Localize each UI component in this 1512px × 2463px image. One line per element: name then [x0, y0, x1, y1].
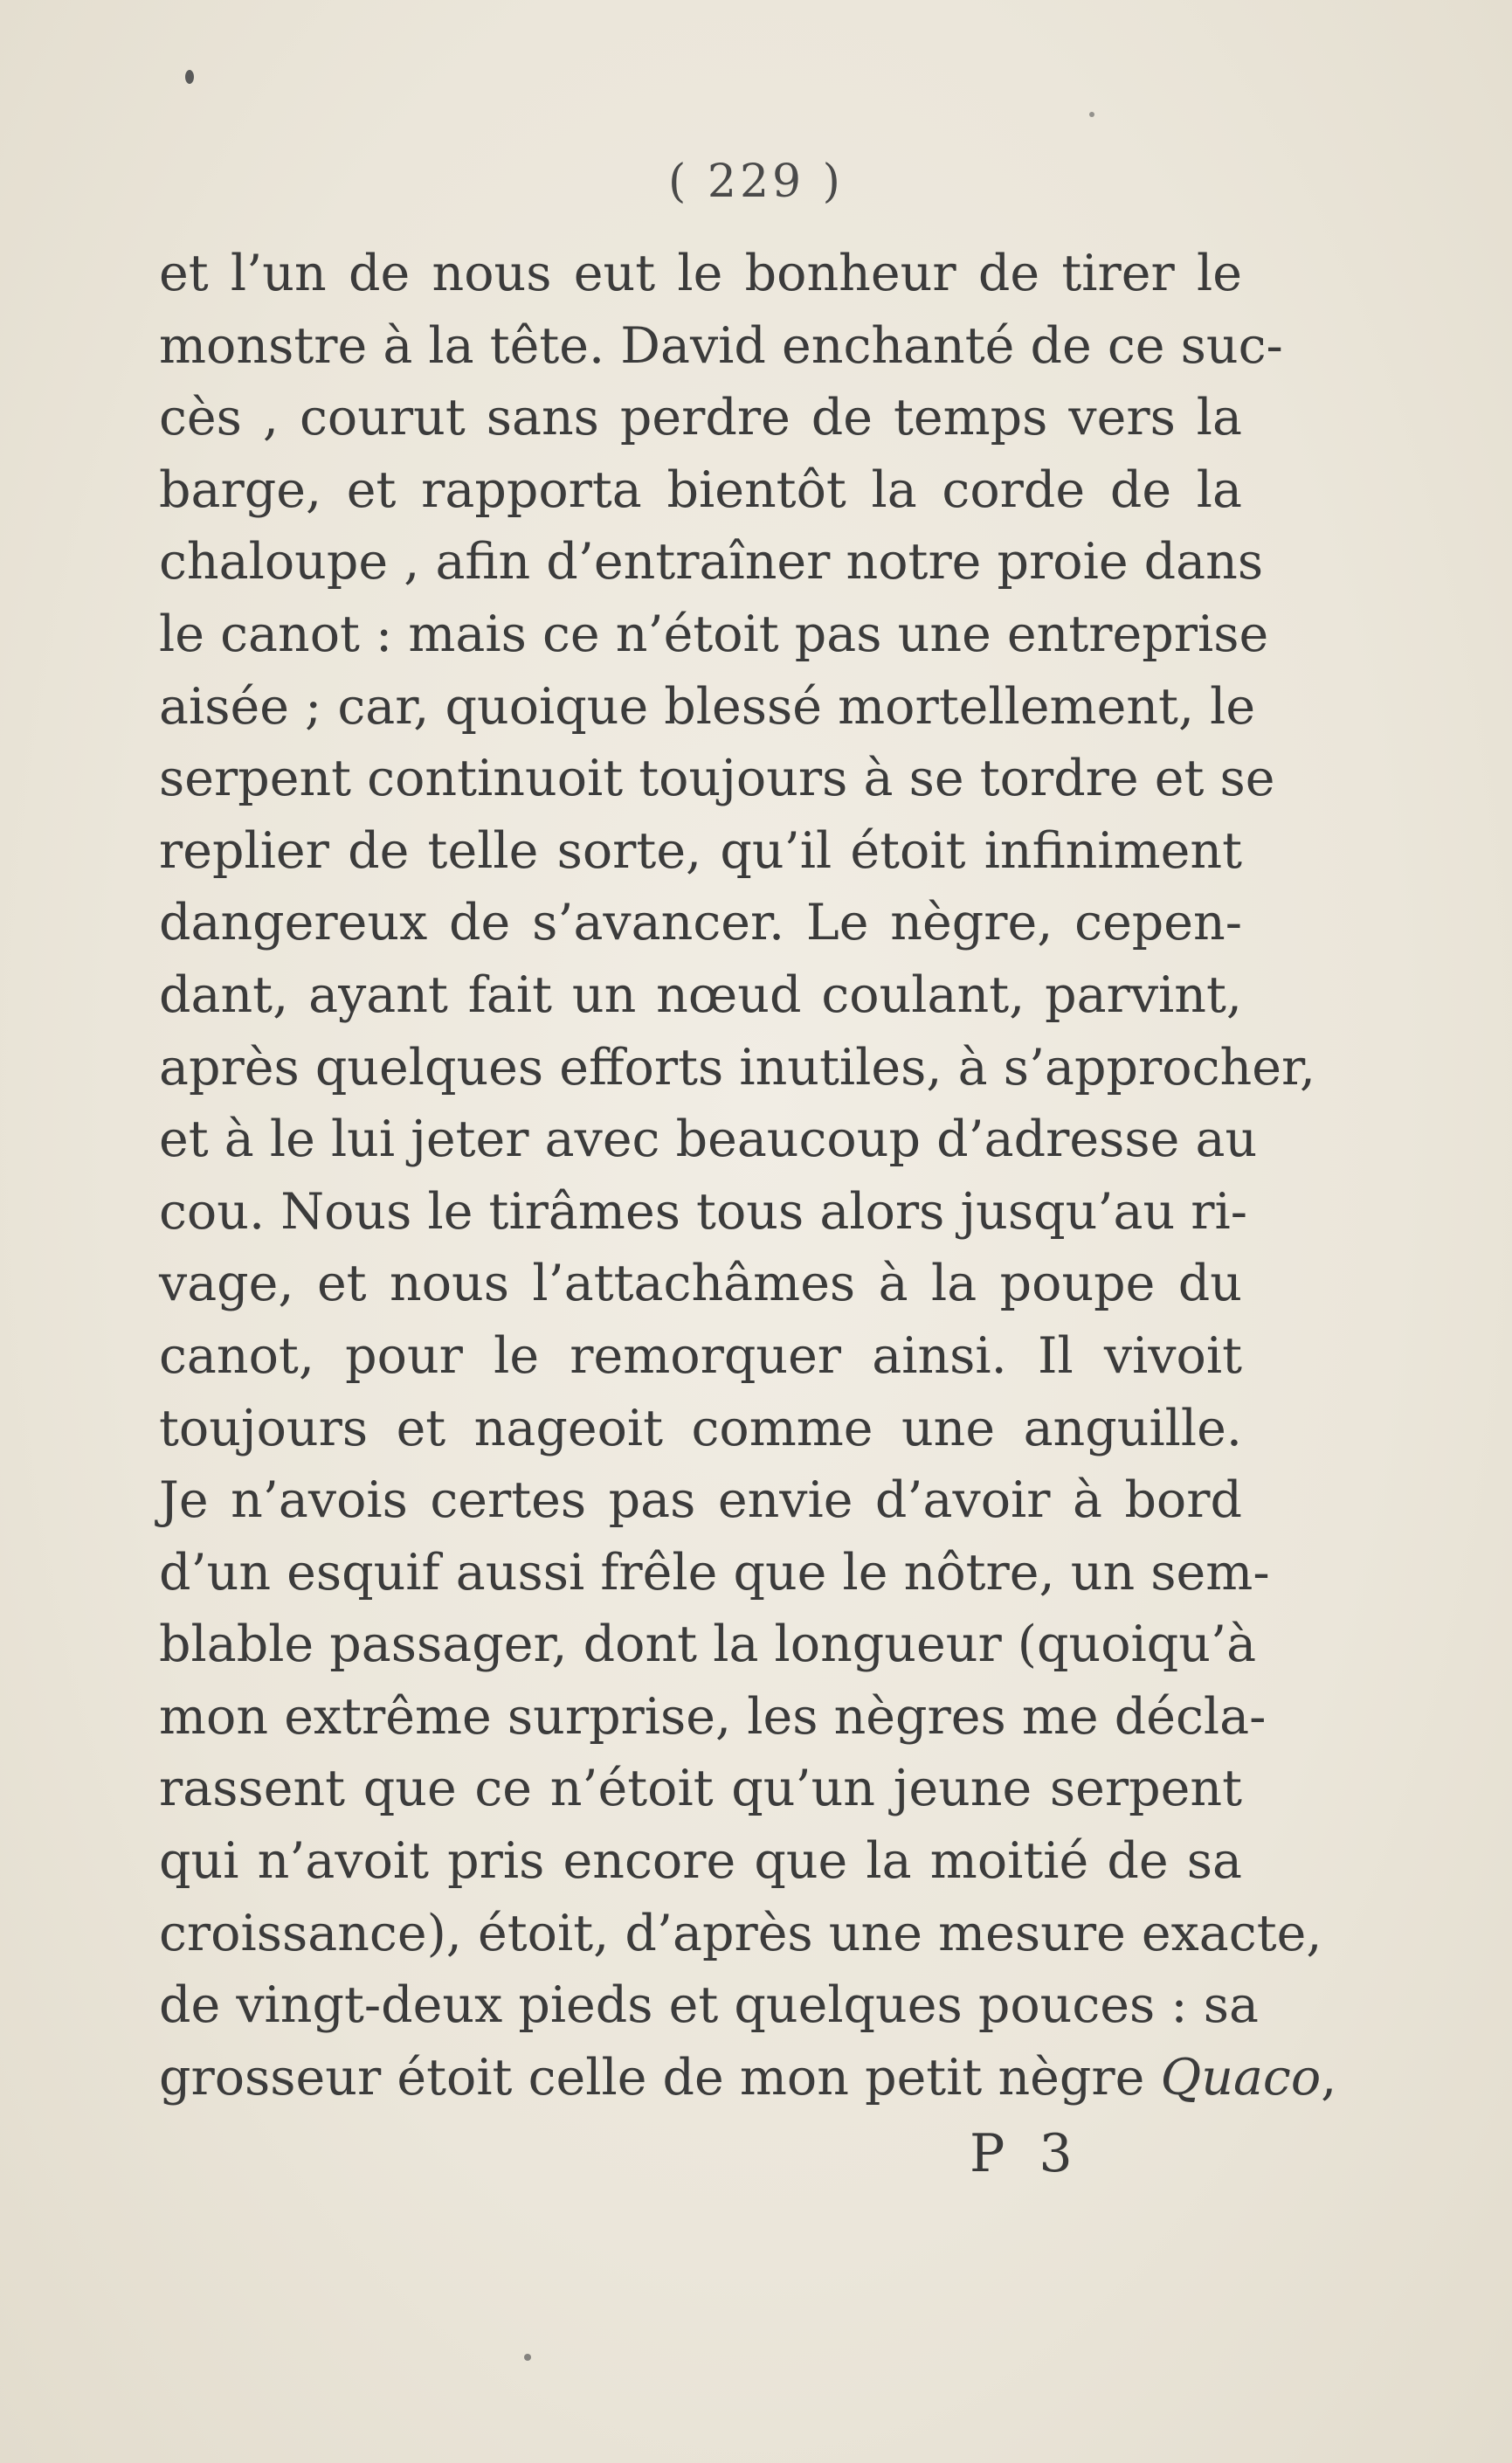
last-line-text: grosseur étoit celle de mon petit nègre	[159, 2048, 1161, 2107]
text-line: barge, et rapporta bientôt la corde de la	[159, 460, 1242, 519]
text-line: et l’un de nous eut le bonheur de tirer le	[159, 245, 1242, 302]
text-line: d’un esquif aussi frêle que le nôtre, un sem-	[159, 1543, 1270, 1602]
text-line: et à le lui jeter avec beaucoup d’adresse au	[159, 1110, 1258, 1169]
ink-speck	[1089, 112, 1094, 117]
ink-speck	[524, 2354, 531, 2361]
text-line: blable passager, dont la longueur (quoiqu’à	[159, 1615, 1257, 1674]
text-line: monstre à la tête. David enchanté de ce suc-	[159, 316, 1283, 375]
text-line-last	[159, 2042, 1337, 2114]
last-line-punct: ,	[1321, 2048, 1337, 2107]
text-line: serpent continuoit toujours à se tordre et se	[159, 750, 1275, 808]
ink-speck	[185, 70, 194, 84]
text-line: replier de telle sorte, qu’il étoit infiniment	[159, 821, 1242, 880]
text-line: après quelques efforts inutiles, à s’approcher,	[159, 1038, 1316, 1097]
text-line: chaloupe , afin d’entraîner notre proie dans	[159, 533, 1264, 592]
body-text	[159, 238, 1337, 2114]
page-number: ( 229 )	[668, 156, 844, 208]
text-line: croissance), étoit, d’après une mesure exacte,	[159, 1904, 1322, 1962]
text-line: de vingt-deux pieds et quelques pouces : sa	[159, 1976, 1259, 2035]
text-line: Je n’avois certes pas envie d’avoir à bord	[159, 1471, 1242, 1530]
text-line: dant, ayant fait un nœud coulant, parvint,	[159, 965, 1242, 1024]
text-line: mon extrême surprise, les nègres me décla-	[159, 1687, 1267, 1746]
text-line: rassent que ce n’étoit qu’un jeune serpent	[159, 1760, 1242, 1818]
text-line: cou. Nous le tirâmes tous alors jusqu’au ri-	[159, 1182, 1248, 1241]
text-line: le canot : mais ce n’étoit pas une entreprise	[159, 605, 1269, 663]
text-line: vage, et nous l’attachâmes à la poupe du	[159, 1255, 1242, 1313]
text-line: toujours et nageoit comme une anguille.	[159, 1399, 1242, 1457]
text-line: cès , courut sans perdre de temps vers la	[159, 389, 1242, 447]
italic-name: Quaco	[1160, 2048, 1322, 2107]
text-line: qui n’avoit pris encore que la moitié de sa	[159, 1832, 1242, 1891]
text-line: aisée ; car, quoique blessé mortellement, le	[159, 677, 1256, 736]
text-line: canot, pour le remorquer ainsi. Il vivoit	[159, 1326, 1242, 1385]
signature-mark: P 3	[970, 2123, 1081, 2184]
text-line: dangereux de s’avancer. Le nègre, cepen-	[159, 894, 1242, 952]
